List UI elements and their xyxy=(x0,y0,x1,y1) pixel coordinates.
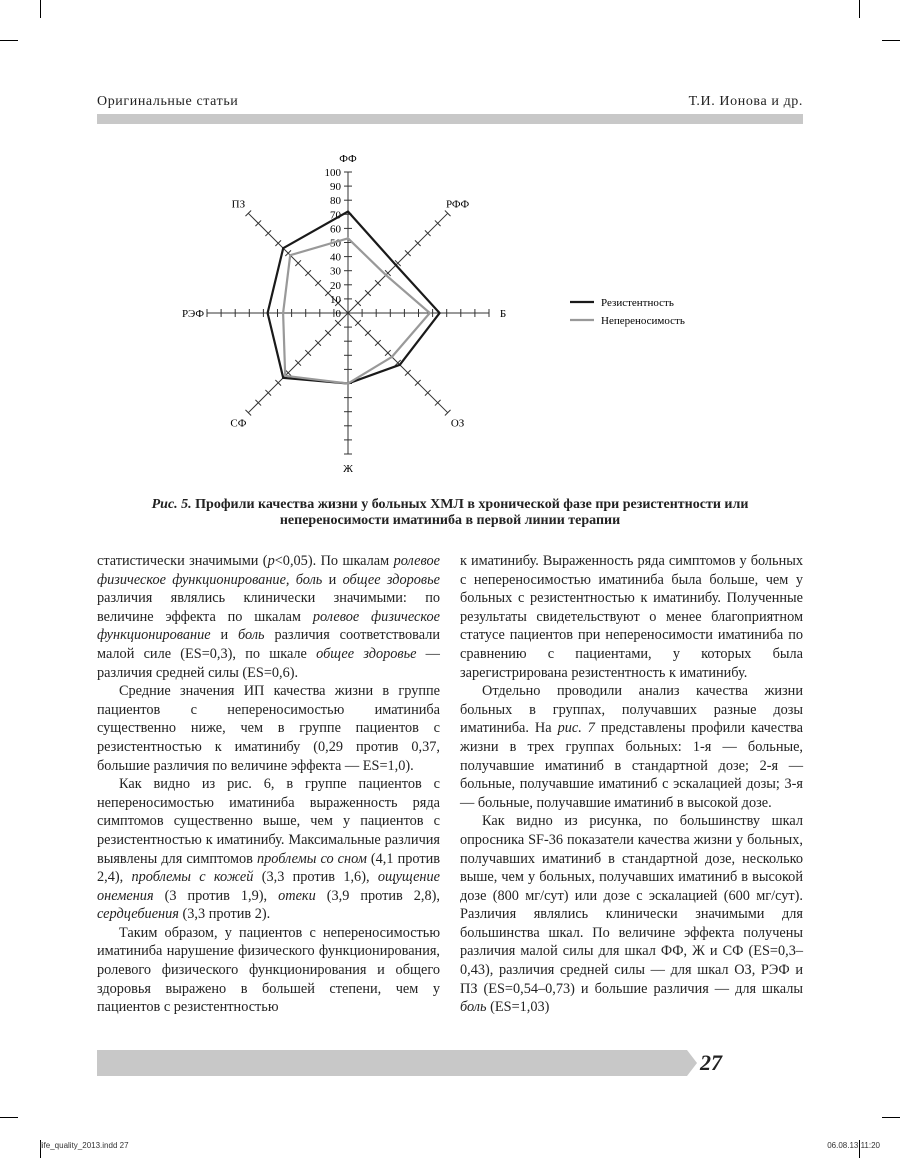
footer-band xyxy=(97,1050,687,1076)
legend-label: Резистентность xyxy=(601,297,674,309)
tick-label: 80 xyxy=(330,195,341,208)
caption-text: Профили качества жизни у больных ХМЛ в хронической фазе при резистентности или непереносимости иматиниба в первой линии терапии xyxy=(195,497,749,528)
axis-label: Б xyxy=(499,308,507,320)
paragraph: Как видно из рис. 6, в группе пациентов с непереносимостью иматиниба выраженность ряда симптомов существенно выше, чем у пациентов с резистентностью к иматинибу. Максимальные различия выявлены для симптомов проблемы со сном (4,1 против 2,4), проблемы с кожей (3,3 против 1,6), ощущение онемения (3 против 1,9), отеки (3,9 против 2,8), сердцебиения (3,3 против 2). xyxy=(97,776,441,923)
tick-label: 0 xyxy=(335,308,341,320)
axis-label: СФ xyxy=(230,417,247,430)
series-line-2 xyxy=(283,238,430,383)
crop-mark xyxy=(0,1117,18,1118)
tick-label: 10 xyxy=(330,293,341,306)
body-column-left xyxy=(97,552,440,1017)
tick-label: 100 xyxy=(324,167,341,179)
axis-label: ОЗ xyxy=(450,417,465,430)
paragraph: Таким образом, у пациентов с непереносимостью иматиниба нарушение физического функционирования, ролевого физического функционирования и общего здоровья выражено в большей степени, чем у пациентов с резистентностью xyxy=(97,924,440,1016)
running-header-section: Оригинальные статьи xyxy=(97,94,239,109)
paragraph: к иматинибу. Выраженность ряда симптомов у больных с непереносимостью иматиниба была больше, чем у больных с резистентностью к иматинибу. Полученные результаты свидетельствуют о менее благоприятном статусе пациентов при непереносимости иматиниба по сравнению с пациентами, у которых была зарегистрирована резистентность к иматинибу. xyxy=(460,553,803,681)
axis-label: РФФ xyxy=(445,198,470,211)
axis-label: Ж xyxy=(343,463,353,475)
page-number: 27 xyxy=(700,1050,722,1075)
paragraph: статистически значимыми (p<0,05). По шкалам ролевое физическое функционирование, боль и общее здоровье различия являлись клинически значимыми: по величине эффекта по шкалам ролевое физическое функционирование и боль различия соответствовали малой силе (ES=0,3), по шкале общее здоровье — различия средней силы (ES=0,6). xyxy=(97,553,441,681)
axis-label: РЭФ xyxy=(181,308,205,320)
print-slug-file: life_quality_2013.indd 27 xyxy=(40,1141,129,1150)
header-band xyxy=(97,114,803,124)
radar-chart xyxy=(130,140,770,485)
series-line-1 xyxy=(268,212,440,384)
legend-label: Непереносимость xyxy=(601,315,685,327)
paragraph: Отдельно проводили анализ качества жизни больных в группах, получавших разные дозы иматиниба. На рис. 7 представлены профили качества жизни в трех группах больных: 1-я — больные, получавшие иматиниб в стандартной дозе; 2-я — больные, получавшие иматиниб с эскалацией дозы; 3-я — больные, получавшие иматиниб в высокой дозе. xyxy=(460,683,803,811)
axis-label: ПЗ xyxy=(231,198,246,211)
crop-mark xyxy=(40,0,41,18)
tick-label: 30 xyxy=(330,265,341,278)
tick-label: 50 xyxy=(330,237,341,250)
tick-label: 20 xyxy=(330,279,341,292)
body-column-right xyxy=(460,552,803,1017)
tick-label: 40 xyxy=(330,251,341,264)
caption-prefix: Рис. 5. xyxy=(151,497,192,512)
tick-label: 90 xyxy=(330,181,341,194)
paragraph: Средние значения ИП качества жизни в группе пациентов с непереносимостью иматиниба существенно ниже, чем в группе пациентов с резистентностью к иматинибу (0,29 против 0,37, большие различия по величине эффекта — ES=1,0). xyxy=(97,683,440,774)
print-slug-date: 06.08.13 11:20 xyxy=(827,1141,880,1150)
crop-mark xyxy=(882,1117,900,1118)
axis-label: ФФ xyxy=(339,153,357,165)
tick-label: 70 xyxy=(330,209,341,222)
running-header-authors: Т.И. Ионова и др. xyxy=(688,94,803,109)
crop-mark xyxy=(882,40,900,41)
footer-arrow xyxy=(687,1050,697,1076)
figure-caption xyxy=(97,497,803,529)
tick-label: 60 xyxy=(330,223,341,236)
crop-mark xyxy=(859,0,860,18)
crop-mark xyxy=(0,40,18,41)
paragraph: Как видно из рисунка, по большинству шкал опросника SF-36 показатели качества жизни у больных, получавших иматиниб в стандартной дозе, несколько выше, чем у больных, получавших иматиниб в высокой дозе (800 мг/сут) или дозе с эскалацией (600 мг/сут). Различия являлись клинически значимыми для большинства шкал. По величине эффекта получены различия малой силы для шкал ФФ, Ж и СФ (ES=0,3–0,43), различия средней силы — для шкал ОЗ, РЭФ и ПЗ (ES=0,54–0,73) и большие различия — для шкалы боль (ES=1,03) xyxy=(460,813,803,1016)
